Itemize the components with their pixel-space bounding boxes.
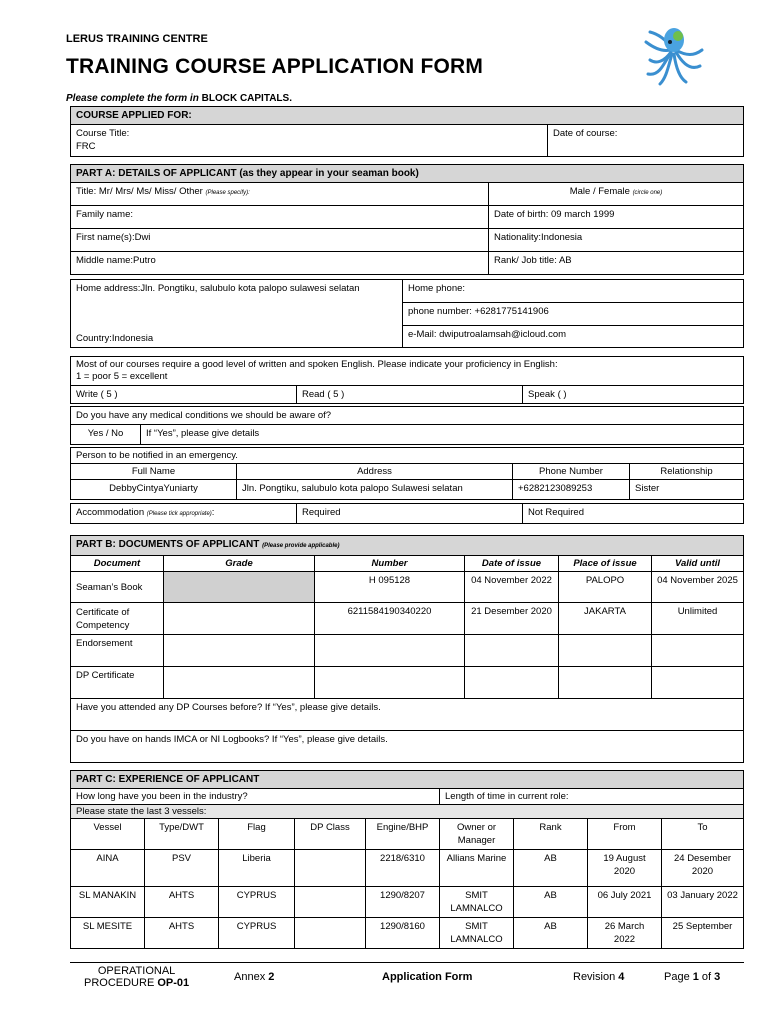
doc-col-valid: Valid until [652, 556, 744, 572]
emergency-address[interactable]: Jln. Pongtiku, salubulo kota palopo Sulawesi selatan [237, 480, 513, 500]
annex-label: Annex 2 [234, 971, 275, 983]
emergency-label: Person to be notified in an emergency. [71, 448, 744, 464]
doc-valid-cell[interactable] [652, 635, 744, 667]
course-date-field[interactable]: Date of course: [548, 125, 744, 157]
emergency-col-name: Full Name [71, 464, 237, 480]
doc-date-cell[interactable] [465, 667, 559, 699]
emergency-phone[interactable]: +6282123089253 [513, 480, 630, 500]
part-c-experience [70, 770, 744, 949]
vessel-name[interactable]: AINA [71, 850, 145, 887]
rank-field[interactable]: Rank/ Job title: AB [489, 252, 744, 275]
part-b-header: PART B: DOCUMENTS OF APPLICANT (Please provide applicable) [71, 536, 744, 556]
vessel-dp-class[interactable] [295, 850, 366, 887]
email-field[interactable]: e-Mail: dwiputroalamsah@icloud.com [403, 326, 744, 348]
vessel-name[interactable]: SL MANAKIN [71, 887, 145, 918]
vessel-to[interactable]: 25 September [662, 918, 744, 949]
doc-number-cell[interactable] [315, 667, 465, 699]
vessel-name[interactable]: SL MESITE [71, 918, 145, 949]
vessel-engine[interactable]: 1290/8207 [366, 887, 440, 918]
vessel-type[interactable]: PSV [145, 850, 219, 887]
org-name: LERUS TRAINING CENTRE [66, 33, 208, 45]
role-question[interactable]: Length of time in current role: [440, 789, 744, 805]
write-proficiency[interactable]: Write ( 5 ) [71, 386, 297, 404]
doc-place-cell[interactable] [559, 667, 652, 699]
doc-grade-cell[interactable] [164, 667, 315, 699]
vessel-flag[interactable]: CYPRUS [219, 887, 295, 918]
doc-number-cell[interactable]: H 095128 [315, 572, 465, 603]
vessel-from[interactable]: 26 March 2022 [588, 918, 662, 949]
course-section [70, 106, 744, 157]
vessel-from[interactable]: 19 August 2020 [588, 850, 662, 887]
emergency-col-relationship: Relationship [630, 464, 744, 480]
procedure-label: OPERATIONAL PROCEDURE OP-01 [84, 965, 190, 989]
dp-courses-question[interactable]: Have you attended any DP Courses before? If “Yes”, please give details. [71, 699, 744, 731]
vessel-to[interactable]: 03 January 2022 [662, 887, 744, 918]
emergency-relationship[interactable]: Sister [630, 480, 744, 500]
emergency-col-phone: Phone Number [513, 464, 630, 480]
vessel-rank[interactable]: AB [514, 850, 588, 887]
vessel-col-from: From [588, 819, 662, 850]
course-title-value: FRC [76, 141, 96, 152]
english-note: Most of our courses require a good level of written and spoken English. Please indicate your proficiency in English: 1 = poor 5 = excellent [71, 357, 744, 386]
dob-field[interactable]: Date of birth: 09 march 1999 [489, 206, 744, 229]
doc-date-cell[interactable] [465, 635, 559, 667]
doc-grade-cell [164, 572, 315, 603]
doc-grade-cell[interactable] [164, 603, 315, 635]
vessel-col-flag: Flag [219, 819, 295, 850]
doc-date-cell[interactable]: 21 Desember 2020 [465, 603, 559, 635]
vessel-dp-class[interactable] [295, 887, 366, 918]
doc-valid-cell[interactable] [652, 667, 744, 699]
doc-place-cell[interactable] [559, 635, 652, 667]
doc-valid-cell[interactable]: Unlimited [652, 603, 744, 635]
doc-place-cell[interactable]: PALOPO [559, 572, 652, 603]
medical-details-field[interactable]: If “Yes”, please give details [141, 425, 744, 445]
logbooks-question[interactable]: Do you have on hands IMCA or NI Logbooks? If “Yes”, please give details. [71, 731, 744, 763]
course-title-field[interactable]: Course Title: FRC [71, 125, 548, 157]
title-field[interactable]: Title: Mr/ Mrs/ Ms/ Miss/ Other (Please specify): [71, 183, 489, 206]
vessel-owner[interactable]: SMIT LAMNALCO [440, 887, 514, 918]
doc-col-number: Number [315, 556, 465, 572]
page-footer [70, 962, 744, 1003]
vessel-type[interactable]: AHTS [145, 887, 219, 918]
instruction: Please complete the form in BLOCK CAPITALS. [66, 93, 292, 104]
doc-valid-cell[interactable]: 04 November 2025 [652, 572, 744, 603]
vessel-flag[interactable]: Liberia [219, 850, 295, 887]
vessel-rank[interactable]: AB [514, 887, 588, 918]
doc-number-cell[interactable] [315, 635, 465, 667]
vessel-to[interactable]: 24 Desember 2020 [662, 850, 744, 887]
phone-number-field[interactable]: phone number: +6281775141906 [403, 303, 744, 326]
course-header: COURSE APPLIED FOR: [71, 107, 744, 125]
vessel-owner[interactable]: Allians Marine [440, 850, 514, 887]
home-address-field[interactable]: Home address:Jln. Pongtiku, salubulo kota palopo sulawesi selatan Country:Indonesia [71, 280, 403, 348]
part-c-header: PART C: EXPERIENCE OF APPLICANT [71, 771, 744, 789]
vessel-engine[interactable]: 1290/8160 [366, 918, 440, 949]
vessel-col-engine: Engine/BHP [366, 819, 440, 850]
industry-question[interactable]: How long have you been in the industry? [71, 789, 440, 805]
doc-col-document: Document [71, 556, 164, 572]
part-a-header: PART A: DETAILS OF APPLICANT (as they appear in your seaman book) [71, 165, 744, 183]
doc-place-cell[interactable]: JAKARTA [559, 603, 652, 635]
revision-label: Revision 4 [573, 971, 625, 983]
octopus-logo-icon [636, 22, 706, 86]
part-b-documents [70, 535, 744, 763]
home-phone-field[interactable]: Home phone: [403, 280, 744, 303]
vessel-col-owner: Owner or Manager [440, 819, 514, 850]
vessel-col-to: To [662, 819, 744, 850]
english-section [70, 356, 744, 404]
middle-name-field[interactable]: Middle name:Putro [71, 252, 489, 275]
vessel-flag[interactable]: CYPRUS [219, 918, 295, 949]
doc-date-cell[interactable]: 04 November 2022 [465, 572, 559, 603]
speak-proficiency[interactable]: Speak ( ) [523, 386, 744, 404]
vessel-owner[interactable]: SMIT LAMNALCO [440, 918, 514, 949]
doc-grade-cell[interactable] [164, 635, 315, 667]
family-name-field[interactable]: Family name: [71, 206, 489, 229]
vessel-engine[interactable]: 2218/6310 [366, 850, 440, 887]
vessel-rank[interactable]: AB [514, 918, 588, 949]
vessel-col-dp: DP Class [295, 819, 366, 850]
medical-yes-no[interactable]: Yes / No [71, 425, 141, 445]
part-a-details [70, 164, 744, 275]
form-name: Application Form [382, 971, 473, 983]
accommodation-section [70, 503, 744, 524]
form-title: TRAINING COURSE APPLICATION FORM [66, 55, 484, 78]
doc-row-label: Endorsement [71, 635, 164, 667]
doc-row-label: Certificate of Competency [71, 603, 164, 635]
doc-col-place: Place of issue [559, 556, 652, 572]
doc-row-label: Seaman’s Book [71, 572, 164, 603]
nationality-field[interactable]: Nationality:Indonesia [489, 229, 744, 252]
gender-field[interactable]: Male / Female (circle one) [489, 183, 744, 206]
doc-col-grade: Grade [164, 556, 315, 572]
vessels-label: Please state the last 3 vessels: [71, 805, 744, 819]
vessel-from[interactable]: 06 July 2021 [588, 887, 662, 918]
address-section [70, 279, 744, 348]
doc-number-cell[interactable]: 6211584190340220 [315, 603, 465, 635]
medical-question: Do you have any medical conditions we should be aware of? [71, 407, 744, 425]
accommodation-label: Accommodation (Please tick appropriate): [71, 504, 297, 524]
vessel-col-rank: Rank [514, 819, 588, 850]
emergency-col-address: Address [237, 464, 513, 480]
accommodation-required[interactable]: Required [297, 504, 523, 524]
accommodation-not-required[interactable]: Not Required [523, 504, 744, 524]
doc-col-date: Date of issue [465, 556, 559, 572]
vessel-col-vessel: Vessel [71, 819, 145, 850]
first-name-field[interactable]: First name(s):Dwi [71, 229, 489, 252]
emergency-full-name[interactable]: DebbyCintyaYuniarty [71, 480, 237, 500]
page-number: Page 1 of 3 [664, 971, 721, 983]
read-proficiency[interactable]: Read ( 5 ) [297, 386, 523, 404]
vessel-dp-class[interactable] [295, 918, 366, 949]
emergency-section [70, 447, 744, 500]
vessel-type[interactable]: AHTS [145, 918, 219, 949]
medical-section [70, 406, 744, 445]
vessel-col-type: Type/DWT [145, 819, 219, 850]
country-value: Country:Indonesia [76, 333, 154, 344]
doc-row-label: DP Certificate [71, 667, 164, 699]
